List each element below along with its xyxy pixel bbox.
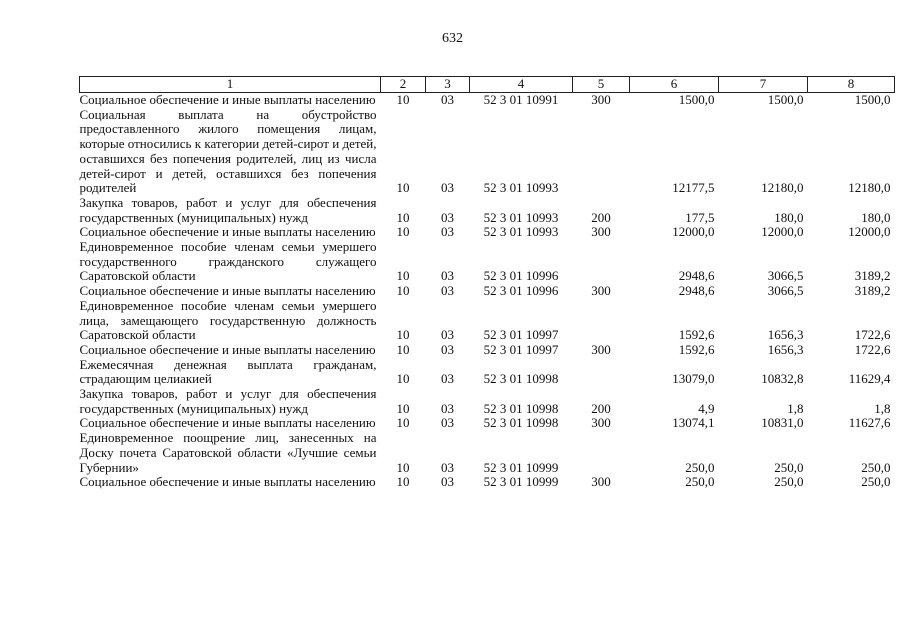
section-code: 10 bbox=[396, 224, 410, 240]
subsection-code: 03 bbox=[441, 283, 454, 299]
row-description: Ежемесячная денежная выплата гражданам, страдающим целиакией bbox=[79, 356, 377, 387]
target-article-code: 52 3 01 10998 bbox=[483, 415, 559, 431]
table-row bbox=[80, 343, 895, 358]
section-code: 10 bbox=[396, 180, 410, 196]
expense-type-code bbox=[573, 431, 630, 475]
table-row bbox=[80, 196, 895, 225]
expense-type-code: 300 bbox=[591, 474, 611, 490]
amount-col-6: 13074,1 bbox=[672, 415, 715, 431]
amount-col-7: 250,0 bbox=[774, 474, 804, 490]
amount-col-7: 10831,0 bbox=[761, 415, 804, 431]
amount-col-7: 10832,8 bbox=[761, 371, 804, 387]
column-header: 6 bbox=[630, 77, 719, 93]
table-body bbox=[80, 93, 895, 490]
table-row bbox=[80, 416, 895, 431]
column-header: 2 bbox=[381, 77, 426, 93]
target-article-code: 52 3 01 10998 bbox=[483, 400, 559, 416]
subsection-code: 03 bbox=[441, 400, 454, 416]
amount-col-6: 2948,6 bbox=[678, 268, 715, 284]
expense-type-code bbox=[573, 299, 630, 343]
table-row bbox=[80, 284, 895, 299]
table-row bbox=[80, 240, 895, 284]
section-code: 10 bbox=[396, 341, 410, 357]
table-row bbox=[80, 387, 895, 416]
table-row bbox=[80, 431, 895, 475]
header-row bbox=[80, 77, 895, 93]
column-header: 7 bbox=[719, 77, 808, 93]
expense-type-code bbox=[573, 240, 630, 284]
table-row bbox=[80, 93, 895, 108]
amount-col-8: 1722,6 bbox=[854, 341, 891, 357]
amount-col-8: 3189,2 bbox=[854, 268, 891, 284]
section-code: 10 bbox=[396, 415, 410, 431]
row-description: Единовременное пособие членам семьи умершего государственного гражданского служащего Саратовской области bbox=[79, 239, 377, 284]
amount-col-6: 1592,6 bbox=[678, 341, 715, 357]
amount-col-8: 11627,6 bbox=[848, 415, 891, 431]
subsection-code: 03 bbox=[441, 180, 454, 196]
expense-type-code: 300 bbox=[591, 224, 611, 240]
amount-col-6: 250,0 bbox=[685, 459, 715, 475]
row-description: Социальное обеспечение и иные выплаты населению bbox=[79, 415, 376, 431]
row-description: Социальное обеспечение и иные выплаты населению bbox=[79, 224, 376, 240]
row-description: Закупка товаров, работ и услуг для обеспечения государственных (муниципальных) нужд bbox=[79, 194, 377, 225]
amount-col-6: 2948,6 bbox=[678, 283, 715, 299]
target-article-code: 52 3 01 10993 bbox=[483, 209, 559, 225]
amount-col-7: 1656,3 bbox=[767, 341, 804, 357]
column-header: 3 bbox=[426, 77, 470, 93]
amount-col-7: 12180,0 bbox=[761, 180, 804, 196]
amount-col-7: 1500,0 bbox=[767, 92, 804, 107]
subsection-code: 03 bbox=[441, 92, 454, 107]
amount-col-8: 12000,0 bbox=[848, 224, 891, 240]
expense-type-code: 300 bbox=[591, 415, 611, 431]
section-code: 10 bbox=[396, 268, 410, 284]
column-header: 8 bbox=[808, 77, 895, 93]
expense-type-code: 200 bbox=[591, 209, 611, 225]
expense-type-code: 200 bbox=[591, 400, 611, 416]
amount-col-6: 250,0 bbox=[685, 474, 715, 490]
amount-col-7: 1,8 bbox=[787, 400, 804, 416]
row-description: Единовременное поощрение лиц, занесенных на Доску почета Саратовской области «Лучшие семьи Губернии» bbox=[79, 430, 377, 475]
section-code: 10 bbox=[396, 474, 410, 490]
subsection-code: 03 bbox=[441, 371, 454, 387]
target-article-code: 52 3 01 10993 bbox=[483, 180, 559, 196]
subsection-code: 03 bbox=[441, 327, 454, 343]
section-code: 10 bbox=[396, 459, 410, 475]
column-header: 1 bbox=[80, 77, 381, 93]
row-description: Социальное обеспечение и иные выплаты населению bbox=[79, 283, 376, 299]
section-code: 10 bbox=[396, 92, 410, 107]
amount-col-6: 4,9 bbox=[698, 400, 715, 416]
amount-col-8: 3189,2 bbox=[854, 283, 891, 299]
section-code: 10 bbox=[396, 283, 410, 299]
amount-col-6: 12177,5 bbox=[672, 180, 715, 196]
target-article-code: 52 3 01 10997 bbox=[483, 341, 559, 357]
amount-col-7: 3066,5 bbox=[767, 283, 804, 299]
section-code: 10 bbox=[396, 327, 410, 343]
amount-col-7: 12000,0 bbox=[761, 224, 804, 240]
section-code: 10 bbox=[396, 371, 410, 387]
amount-col-8: 250,0 bbox=[861, 459, 891, 475]
amount-col-8: 250,0 bbox=[861, 474, 891, 490]
row-description: Закупка товаров, работ и услуг для обеспечения государственных (муниципальных) нужд bbox=[79, 386, 377, 416]
row-description: Социальная выплата на обустройство предоставленного жилого помещения лицам, которые относились к категории детей-сирот и детей, оставшихся без попечения родителей, лиц из числа детей-сирот и детей, оставшихся без попечения родителей bbox=[79, 106, 377, 196]
expense-type-code: 300 bbox=[591, 341, 611, 357]
amount-col-7: 3066,5 bbox=[767, 268, 804, 284]
amount-col-7: 250,0 bbox=[774, 459, 804, 475]
amount-col-8: 12180,0 bbox=[848, 180, 891, 196]
target-article-code: 52 3 01 10999 bbox=[483, 474, 559, 490]
subsection-code: 03 bbox=[441, 459, 454, 475]
amount-col-8: 180,0 bbox=[861, 209, 891, 225]
expense-type-code: 300 bbox=[591, 92, 611, 107]
table-row bbox=[80, 475, 895, 490]
amount-col-8: 1722,6 bbox=[854, 327, 891, 343]
row-description: Социальное обеспечение и иные выплаты населению bbox=[79, 474, 376, 490]
subsection-code: 03 bbox=[441, 268, 454, 284]
expense-type-code: 300 bbox=[591, 283, 611, 299]
target-article-code: 52 3 01 10996 bbox=[483, 268, 559, 284]
target-article-code: 52 3 01 10996 bbox=[483, 283, 559, 299]
amount-col-6: 13079,0 bbox=[672, 371, 715, 387]
amount-col-6: 1592,6 bbox=[678, 327, 715, 343]
table-row bbox=[80, 108, 895, 196]
subsection-code: 03 bbox=[441, 224, 454, 240]
expense-type-code bbox=[573, 358, 630, 387]
subsection-code: 03 bbox=[441, 209, 454, 225]
column-header: 4 bbox=[470, 77, 573, 93]
subsection-code: 03 bbox=[441, 341, 454, 357]
expense-type-code bbox=[573, 108, 630, 196]
amount-col-7: 1656,3 bbox=[767, 327, 804, 343]
table-row bbox=[80, 225, 895, 240]
amount-col-8: 1500,0 bbox=[854, 92, 891, 107]
page-number: 632 bbox=[442, 31, 463, 46]
target-article-code: 52 3 01 10998 bbox=[483, 371, 559, 387]
amount-col-6: 177,5 bbox=[685, 209, 715, 225]
subsection-code: 03 bbox=[441, 415, 454, 431]
target-article-code: 52 3 01 10993 bbox=[483, 224, 559, 240]
target-article-code: 52 3 01 10991 bbox=[483, 92, 559, 107]
amount-col-6: 1500,0 bbox=[678, 92, 715, 107]
amount-col-8: 11629,4 bbox=[848, 371, 891, 387]
section-code: 10 bbox=[396, 209, 410, 225]
target-article-code: 52 3 01 10999 bbox=[483, 459, 559, 475]
row-description: Единовременное пособие членам семьи умершего лица, замещающего государственную должность Саратовской области bbox=[79, 297, 377, 343]
target-article-code: 52 3 01 10997 bbox=[483, 327, 559, 343]
row-description: Социальное обеспечение и иные выплаты населению bbox=[79, 341, 376, 357]
amount-col-6: 12000,0 bbox=[672, 224, 715, 240]
table-row bbox=[80, 299, 895, 343]
budget-table bbox=[79, 76, 895, 490]
table-row bbox=[80, 358, 895, 387]
column-header: 5 bbox=[573, 77, 630, 93]
subsection-code: 03 bbox=[441, 474, 454, 490]
section-code: 10 bbox=[396, 400, 410, 416]
amount-col-7: 180,0 bbox=[774, 209, 804, 225]
row-description: Социальное обеспечение и иные выплаты населению bbox=[79, 92, 376, 107]
amount-col-8: 1,8 bbox=[874, 400, 891, 416]
